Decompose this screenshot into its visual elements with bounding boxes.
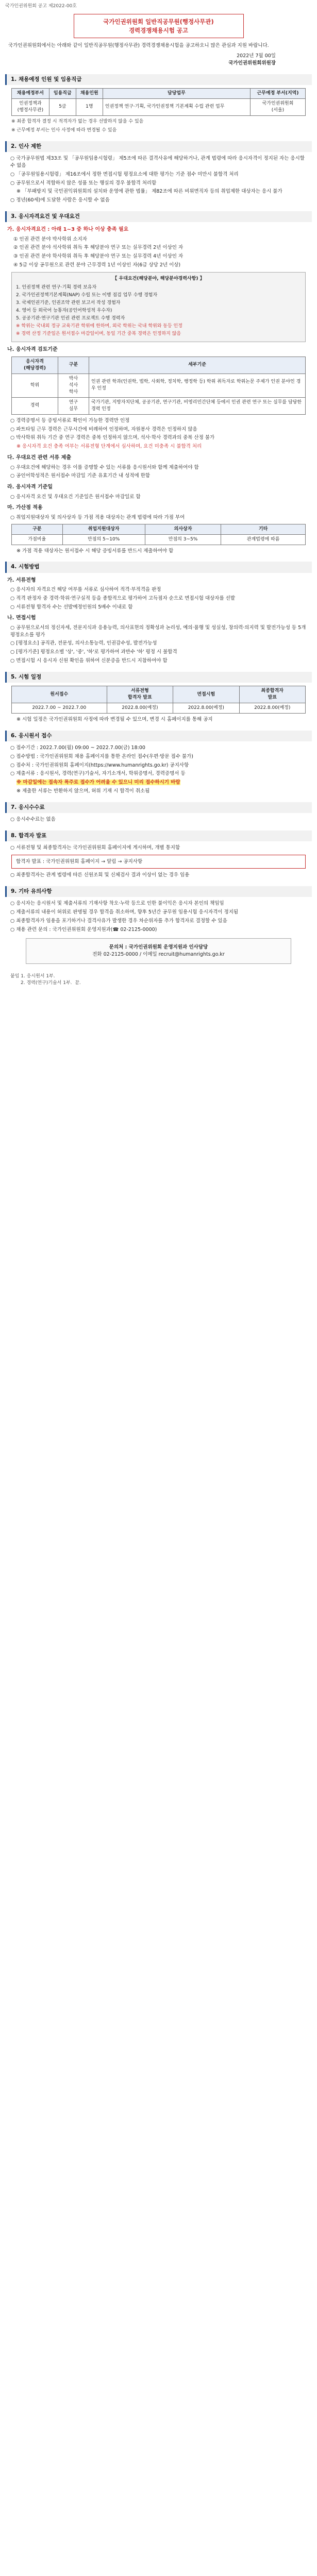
section-1-title: 1. 채용예정 인원 및 임용직급: [5, 74, 312, 85]
section-4-sub1: 가. 서류전형: [7, 577, 36, 583]
section-2-para: ○ 공무원으로서 적합하지 않은 성품 또는 행실의 경우 불합격 처리함: [10, 180, 157, 186]
section-4-para: ○ [평가기준] 평정요소별 '상', '중', '하'로 평가하여 과반수 '하' 평정 시 불합격: [10, 649, 177, 655]
list-item: 3. 국제인권기준, 인권조약 관련 보고서 작성 경험자: [16, 300, 121, 306]
criteria-cell: 인권 관련 학과(인권학, 법학, 사회학, 정치학, 행정학 등) 학위 취득자로 학위논문 주제가 인권 분야인 경우 인정: [89, 374, 306, 397]
section-9-title: 9. 기타 유의사항: [5, 886, 312, 897]
list-item: 2. 국가인권정책기본계획(NAP) 수립 또는 이행 점검 업무 수행 경험자: [16, 292, 158, 298]
section-3-note: ※ 응시자격 요건 충족 여부는 서류전형 단계에서 심사하며, 요건 미충족 시 불합격 처리: [16, 444, 202, 450]
recruit-table-wrap: [11, 88, 306, 116]
table-row: [12, 374, 306, 397]
section-4-title: 4. 시험방법: [5, 562, 312, 572]
list-item: ② 인권 관련 분야 석사학위 취득 후 해당분야 연구 또는 실무경력 2년 이상인 자: [13, 245, 183, 251]
criteria-cell: 국가기관, 지방자치단체, 공공기관, 연구기관, 비영리민간단체 등에서 인권 관련 연구 또는 실무를 담당한 경력 인정: [89, 397, 306, 414]
bonus-table-wrap: [11, 524, 306, 545]
section-4-para: ○ 면접시험 시 응시자 신원 확인을 위하여 신분증을 반드시 지참하여야 함: [10, 658, 168, 664]
schedule-cell: 2022.8.00(예정): [107, 703, 173, 714]
section-3-para: ○ 공인어학성적은 원서접수 마감일 기준 유효기간 내 성적에 한함: [10, 473, 151, 479]
section-3-sub2: 나. 응시자격 검토기준: [7, 347, 58, 353]
recruit-table: [11, 88, 306, 116]
criteria-th: 구분: [58, 357, 89, 374]
section-6-note: ※ 제출한 서류는 반환하지 않으며, 허위 기재 시 합격이 취소됨: [16, 788, 150, 794]
attachment-line: 2. 경력(연구)기술서 1부. 끝.: [10, 980, 81, 986]
table-row: [12, 703, 306, 714]
notice-date: 2022년 7월 00일: [237, 53, 276, 59]
bonus-th: 구분: [12, 524, 63, 534]
section-4-sub2: 나. 면접시험: [7, 615, 36, 621]
recruit-th: 임용직급: [49, 88, 76, 98]
criteria-cell: 경력: [12, 397, 58, 414]
schedule-cell: 2022.8.00(예정): [239, 703, 305, 714]
attachment-footer: [10, 973, 307, 987]
section-4-para: ○ [평정요소] 공직관, 전문성, 의사소통능력, 인권감수성, 발전가능성: [10, 640, 157, 647]
contact-line: 전화 02-2125-0000 / 이메일 recruit@humanrights.go.kr: [92, 952, 225, 958]
section-2-para: ○ 국가공무원법 제33조 및 「공무원임용시험령」 제5조에 따른 결격사유에 해당하거나, 관계 법령에 따라 응시자격이 정지된 자는 응시할 수 없음: [10, 156, 305, 169]
section-9-item: ○ 제출서류의 내용이 허위로 판명될 경우 합격을 취소하며, 향후 5년간 공무원 임용시험 응시자격이 정지됨: [10, 909, 239, 916]
section-5-note: ※ 시험 일정은 국가인권위원회 사정에 따라 변경될 수 있으며, 변경 시 홈페이지를 통해 공지: [16, 717, 213, 723]
intro-text: 국가인권위원회에서는 아래와 같이 일반직공무원(행정사무관) 경력경쟁채용시험을 공고하오니 많은 관심과 지원 바랍니다.: [8, 43, 269, 49]
section-3-note: ※ 가점 적용 대상자는 원서접수 시 해당 증빙서류를 반드시 제출하여야 함: [16, 548, 174, 554]
section-6-title: 6. 응시원서 접수: [5, 731, 312, 741]
bonus-th: 취업지원대상자: [62, 524, 145, 534]
section-8-para: ○ 최종합격자는 관계 법령에 따른 신원조회 및 신체검사 결과 이상이 없는 경우 임용: [10, 872, 190, 878]
section-6-note-text: ※ 마감일에는 접속자 폭주로 접수가 어려울 수 있으니 미리 접수하시기 바람: [16, 779, 180, 786]
recruit-th: 채용예정부서: [12, 88, 49, 98]
table-row: [12, 397, 306, 414]
section-2-title: 2. 인사 제한: [5, 141, 312, 152]
section-8-para: ○ 서류전형 및 최종합격자는 국가인권위원회 홈페이지에 게시하며, 개별 통지함: [10, 844, 180, 851]
section-9-item: ○ 응시자는 응시원서 및 제출서류의 기재사항 착오·누락 등으로 인한 불이익은 응시자 본인의 책임임: [10, 901, 224, 907]
bonus-th: 기타: [221, 524, 306, 534]
criteria-th: 세부기준: [89, 357, 306, 374]
schedule-th: 원서접수: [12, 686, 107, 703]
table-row: [12, 98, 306, 115]
list-item: ※ 경력 산정 기준일은 원서접수 마감일이며, 동일 기간 중복 경력은 인정하지 않음: [16, 331, 181, 337]
contact-box: [26, 938, 291, 964]
section-7-title: 7. 응시수수료: [5, 802, 312, 813]
criteria-th: 응시자격 (해당경력): [12, 357, 58, 374]
schedule-th: 면접시험: [173, 686, 239, 703]
criteria-table: [11, 357, 306, 415]
recruit-cell: 인권정책과 (행정사무관): [12, 98, 49, 115]
list-item: 1. 인권정책 관련 연구·기획 경력 보유자: [16, 284, 97, 290]
bonus-table: [11, 524, 306, 545]
recruit-th: 근무예정 부서(지역): [250, 88, 305, 98]
bonus-th: 의사상자: [145, 524, 221, 534]
section-3-sub1: 가. 응시자격요건 : 아래 1~3 중 하나 이상 충족 필요: [7, 227, 129, 233]
qualification-list: [13, 236, 304, 269]
section-4-para: ○ 응시자의 자격요건 해당 여부를 서류로 심사하여 적격·부적격을 판정: [10, 587, 161, 593]
section-3-para: ○ 파트타임 근무 경력은 근무시간에 비례하여 인정하며, 자원봉사 경력은 인정하지 않음: [10, 426, 197, 432]
recruit-cell: 인권정책 연구·기획, 국가인권정책 기본계획 수립 관련 업무: [103, 98, 250, 115]
bonus-cell: 만점의 3~5%: [145, 534, 221, 545]
notice-number: 국가인권위원회 공고 제2022-00호: [5, 4, 77, 9]
section-2-para: ○ 정년(60세)에 도달한 사람은 응시할 수 없음: [10, 197, 110, 204]
section-5-title: 5. 시험 일정: [5, 672, 312, 683]
schedule-table: [11, 686, 306, 714]
section-3-sub5: 마. 가산점 적용: [7, 505, 43, 511]
section-8-title: 8. 합격자 발표: [5, 831, 312, 841]
section-3-title: 3. 응시자격요건 및 우대요건: [5, 211, 312, 222]
section-4-para: ○ 적격 판정자 중 경력·학위·연구실적 등을 종합적으로 평가하여 고득점자 순으로 면접시험 대상자를 선발: [10, 595, 236, 601]
criteria-cell: 학위: [12, 374, 58, 397]
notice-title-box: [74, 14, 244, 38]
schedule-cell: 2022.7.00 ~ 2022.7.00: [12, 703, 107, 714]
bonus-cell: 가점비율: [12, 534, 63, 545]
contact-line: 문의처 : 국가인권위원회 운영지원과 인사담당: [109, 944, 208, 951]
section-3-para: ○ 취업지원대상자 및 의사상자 등 가점 적용 대상자는 관계 법령에 따라 가점 부여: [10, 514, 185, 520]
section-9-item: ○ 채용 관련 문의 : 국가인권위원회 운영지원과(☎ 02-2125-0000): [10, 926, 157, 933]
section-4-para: ○ 서류전형 합격자 수는 선발예정인원의 5배수 이내로 함: [10, 604, 133, 610]
section-3-sub4: 라. 응시자격 기준일: [7, 484, 53, 490]
notice-page: [0, 0, 317, 997]
list-item: 4. 영어 등 외국어 능통자(공인어학성적 우수자): [16, 308, 112, 313]
table-row: [12, 534, 306, 545]
section-3-para: ○ 응시자격 요건 및 우대요건 기준일은 원서접수 마감일로 함: [10, 494, 141, 500]
recruit-cell: 국가인권위원회 (서울): [250, 98, 305, 115]
section-6-para: ○ 접수기간 : 2022.7.00(월) 09:00 ~ 2022.7.00(금) 18:00: [10, 745, 145, 751]
list-item: ※ 학위는 국내외 정규 교육기관 학위에 한하며, 외국 학위는 국내 학위와 동등 인정: [16, 324, 182, 329]
section-2-para: ○ 「공무원임용시험령」 제16조에서 정한 면접시험 평정요소에 대한 평가는 기준 점수 미만시 불합격 처리: [10, 171, 239, 177]
schedule-th: 최종합격자 발표: [239, 686, 305, 703]
announcement-box: [11, 855, 306, 869]
section-6-para: ○ 접수처 : 국가인권위원회 홈페이지(https://www.humanrights.go.kr) 공지사항: [10, 762, 189, 768]
list-item: ① 인권 관련 분야 박사학위 소지자: [13, 236, 87, 242]
section-4-para: ○ 공무원으로서의 정신자세, 전문지식과 응용능력, 의사표현의 정확성과 논리성, 예의·품행 및 성실성, 창의력·의지력 및 발전가능성 등 5개 평정요소를 평가: [10, 624, 306, 638]
preference-box: [11, 272, 306, 342]
recruit-cell: 5급: [49, 98, 76, 115]
notice-title-line1: 국가인권위원회 일반직공무원(행정사무관): [103, 18, 214, 26]
section-3-para: ○ 경력증명서 등 증빙서류로 확인이 가능한 경력만 인정: [10, 417, 130, 423]
notice-org: 국가인권위원회위원장: [228, 60, 276, 66]
section-6-para: ○ 접수방법 : 국가인권위원회 채용 홈페이지를 통한 온라인 접수(우편·방문 접수 불가): [10, 753, 193, 759]
criteria-cell: 박사 석사 학사: [58, 374, 89, 397]
preference-box-title: 【 우대요건(해당분야, 해당분야경력사항) 】: [112, 276, 205, 281]
notice-title-line2: 경력경쟁채용시험 공고: [128, 26, 189, 34]
bonus-cell: 관계법령에 따름: [221, 534, 306, 545]
section-9-item: ○ 최종합격자가 임용을 포기하거나 결격사유가 발생한 경우 차순위자를 추가 합격자로 결정할 수 있음: [10, 918, 227, 924]
schedule-table-wrap: [11, 686, 306, 714]
section-6-note: [16, 779, 301, 786]
criteria-table-wrap: [11, 357, 306, 415]
list-item: 5. 공공기관·연구기관 인권 관련 프로젝트 수행 경력자: [16, 315, 125, 321]
section-3-para: ○ 박사학위 취득 기간 중 연구 경력은 중복 인정하지 않으며, 석사·학사 경력과의 중복 산정 불가: [10, 435, 215, 441]
section-3-para: ○ 우대요건에 해당하는 경우 이를 증명할 수 있는 서류를 응시원서와 함께 제출하여야 함: [10, 464, 199, 470]
section-7-para: ○ 응시수수료는 없음: [10, 816, 56, 822]
section-2-note: ※ 「부패방지 및 국민권익위원회의 설치와 운영에 관한 법률」 제82조에 따른 비위면직자 등의 취업제한 대상자는 응시 불가: [16, 189, 282, 195]
section-3-sub3: 다. 우대요건 관련 서류 제출: [7, 455, 71, 461]
bonus-cell: 만점의 5~10%: [62, 534, 145, 545]
list-item: ③ 인권 관련 분야 학사학위 취득 후 해당분야 연구 또는 실무경력 4년 이상인 자: [13, 253, 183, 260]
section-1-note: ※ 최종 합격자 결정 시 적격자가 없는 경우 선발하지 않을 수 있음: [11, 119, 144, 125]
schedule-cell: 2022.8.00(예정): [173, 703, 239, 714]
schedule-th: 서류전형 합격자 발표: [107, 686, 173, 703]
announcement-box-text: 합격자 발표 : 국가인권위원회 홈페이지 → 알림 → 공지사항: [16, 858, 143, 865]
criteria-cell: 연구 실무: [58, 397, 89, 414]
recruit-th: 담당업무: [103, 88, 250, 98]
recruit-cell: 1명: [76, 98, 103, 115]
recruit-th: 채용인원: [76, 88, 103, 98]
list-item: ④ 5급 이상 공무원으로 관련 분야 근무경력 1년 이상인 자(6급 상당 2년 이상): [13, 262, 181, 268]
section-1-note: ※ 근무예정 부서는 인사 사정에 따라 변경될 수 있음: [11, 128, 117, 133]
section-6-para: ○ 제출서류 : 응시원서, 경력(연구)기술서, 자기소개서, 학위증명서, 경력증명서 등: [10, 771, 186, 777]
attachment-line: 붙임 1. 응시원서 1부.: [10, 974, 55, 979]
